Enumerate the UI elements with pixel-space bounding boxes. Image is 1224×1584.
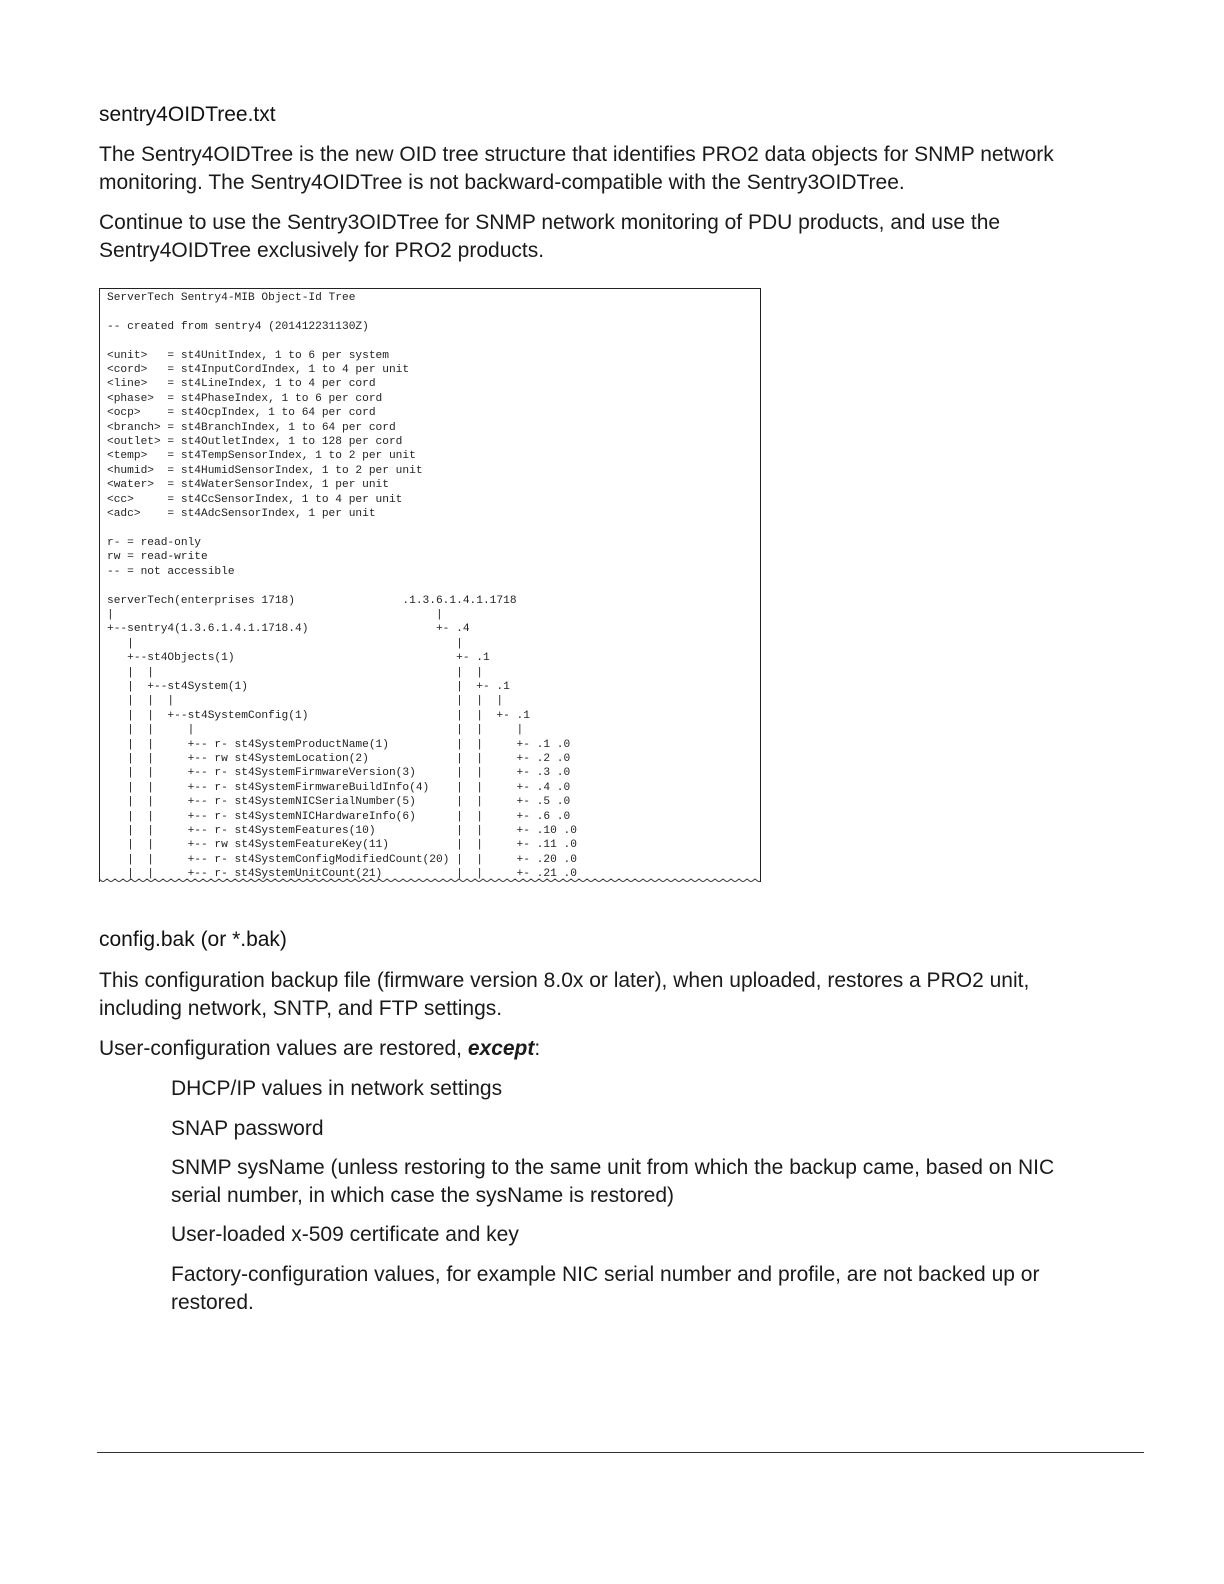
section-heading-config-bak: config.bak (or *.bak) bbox=[99, 928, 287, 951]
config-backup-description-paragraph: This configuration backup file (firmware version 8.0x or later), when uploaded, restores a PRO2 unit, including network, SNTP, and FTP settings. bbox=[99, 969, 1030, 1020]
sentry4-description-paragraph: The Sentry4OIDTree is the new OID tree structure that identifies PRO2 data objects for SNMP network monitoring. The Sentry4OIDTree is not backward-compatible with the Sentry3OIDTree. bbox=[99, 143, 1054, 194]
code-line: <cord> = st4InputCordIndex, 1 to 4 per unit bbox=[107, 364, 410, 377]
code-line: | | | | bbox=[107, 666, 483, 679]
code-line: | | bbox=[107, 608, 443, 621]
code-line: <temp> = st4TempSensorIndex, 1 to 2 per unit bbox=[107, 450, 416, 463]
sentry3-usage-paragraph: Continue to use the Sentry3OIDTree for SNMP network monitoring of PDU products, and use the Sentry4OIDTree exclusively for PRO2 products. bbox=[99, 211, 1001, 262]
exception-item: SNMP sysName (unless restoring to the same unit from which the backup came, based on NIC serial number, in which case the sysName is restored) bbox=[171, 1156, 1055, 1207]
exception-item: DHCP/IP values in network settings bbox=[171, 1077, 503, 1100]
code-line: | | | | | | bbox=[107, 695, 504, 708]
code-line: +--sentry4(1.3.6.1.4.1.1718.4) +- .4 bbox=[107, 623, 470, 636]
code-line: | | +-- rw st4SystemLocation(2) | | +- .2 .0 bbox=[107, 753, 571, 765]
torn-edge-decoration bbox=[99, 876, 761, 882]
oid-tree-code-excerpt bbox=[99, 288, 761, 882]
code-line: rw = read-write bbox=[107, 551, 208, 564]
code-line: | | +-- r- st4SystemFirmwareVersion(3) | | +- .3 .0 bbox=[107, 767, 571, 780]
code-line: <water> = st4WaterSensorIndex, 1 per unit bbox=[107, 479, 389, 492]
code-line: | | +-- rw st4SystemFeatureKey(11) | | +- .11 .0 bbox=[107, 839, 577, 852]
code-line: <ocp> = st4OcpIndex, 1 to 64 per cord bbox=[107, 407, 376, 420]
code-line: <humid> = st4HumidSensorIndex, 1 to 2 per unit bbox=[107, 464, 423, 477]
code-line: ServerTech Sentry4-MIB Object-Id Tree bbox=[107, 292, 356, 304]
restored-except-paragraph: User-configuration values are restored, except: bbox=[99, 1037, 541, 1060]
code-line: | | +-- r- st4SystemFirmwareBuildInfo(4) | | +- .4 .0 bbox=[107, 781, 571, 794]
code-line: r- = read-only bbox=[107, 536, 201, 549]
code-line: <adc> = st4AdcSensorIndex, 1 per unit bbox=[107, 508, 376, 521]
code-line: | | +-- r- st4SystemProductName(1) | | +- .1 .0 bbox=[107, 738, 571, 751]
code-line: | | +-- r- st4SystemNICSerialNumber(5) | | +- .5 .0 bbox=[107, 796, 571, 809]
code-line: -- created from sentry4 (201412231130Z) bbox=[107, 320, 369, 333]
except-emphasis: except bbox=[467, 1037, 535, 1060]
code-line: | | bbox=[107, 637, 463, 650]
exception-item: User-loaded x-509 certificate and key bbox=[171, 1223, 519, 1246]
section-heading-sentry4-oid-tree: sentry4OIDTree.txt bbox=[99, 103, 276, 126]
code-line: -- = not accessible bbox=[107, 565, 235, 578]
code-line: <phase> = st4PhaseIndex, 1 to 6 per cord bbox=[107, 392, 383, 405]
code-line: | | +-- r- st4SystemFeatures(10) | | +- .10 .0 bbox=[107, 825, 577, 838]
code-line: +--st4Objects(1) +- .1 bbox=[107, 652, 490, 665]
code-line: | | +--st4SystemConfig(1) | | +- .1 bbox=[107, 709, 530, 722]
code-line: <unit> = st4UnitIndex, 1 to 6 per system bbox=[107, 349, 389, 362]
code-line: | +--st4System(1) | +- .1 bbox=[107, 680, 510, 693]
code-line: <cc> = st4CcSensorIndex, 1 to 4 per unit bbox=[107, 493, 403, 506]
code-line: | | +-- r- st4SystemConfigModifiedCount(20) | | +- .20 .0 bbox=[107, 853, 577, 866]
oid-tree-code-text bbox=[100, 289, 760, 882]
code-line: <line> = st4LineIndex, 1 to 4 per cord bbox=[107, 378, 376, 391]
exception-item: SNAP password bbox=[171, 1117, 324, 1140]
code-line: serverTech(enterprises 1718) .1.3.6.1.4.1.1718 bbox=[107, 594, 517, 607]
code-line: | | | | | | bbox=[107, 724, 524, 737]
code-line: | | +-- r- st4SystemNICHardwareInfo(6) | | +- .6 .0 bbox=[107, 810, 571, 823]
footer-divider bbox=[97, 1452, 1144, 1453]
code-line: <outlet> = st4OutletIndex, 1 to 128 per cord bbox=[107, 436, 403, 449]
code-line: <branch> = st4BranchIndex, 1 to 64 per cord bbox=[107, 421, 396, 434]
code-line: | | +-- r- st4SystemUnitCount(21) | | +- .21 .0 bbox=[107, 868, 577, 881]
exception-item: Factory-configuration values, for example NIC serial number and profile, are not backed up or restored. bbox=[171, 1263, 1040, 1314]
